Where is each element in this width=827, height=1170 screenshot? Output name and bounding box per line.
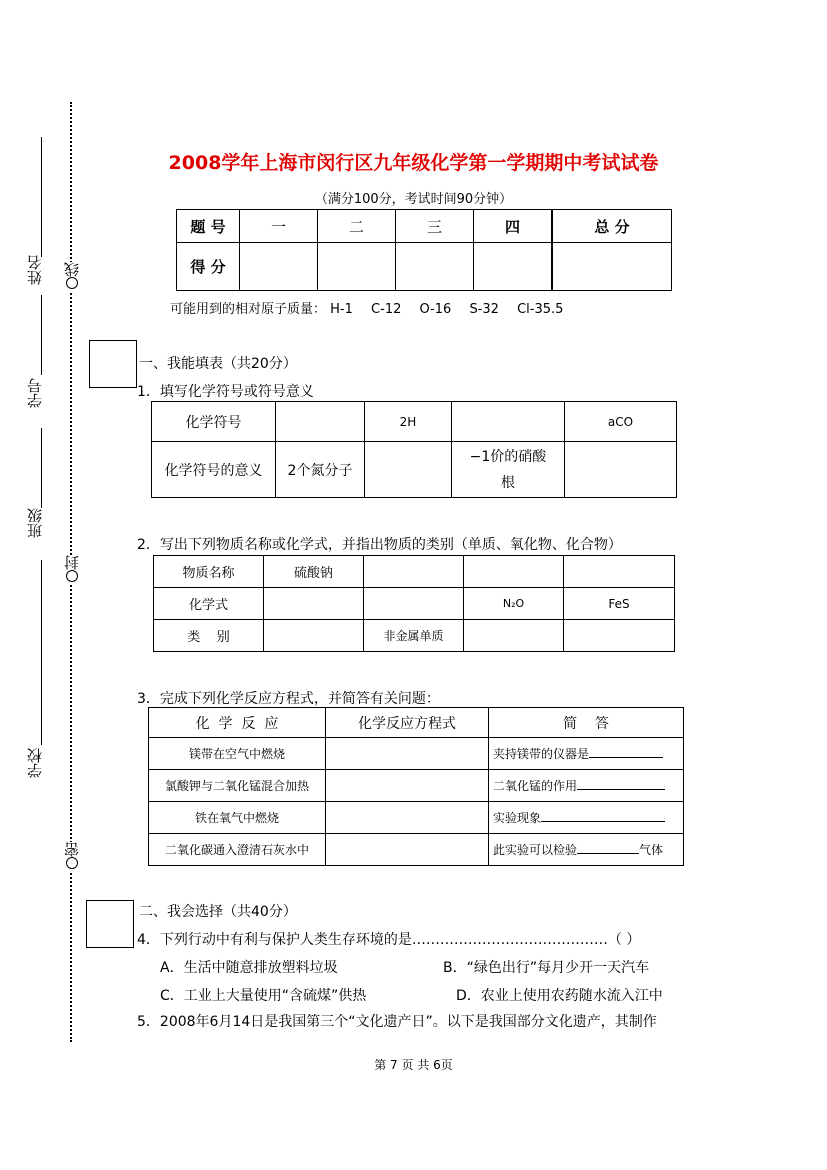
id-line bbox=[41, 295, 42, 375]
answer-blank[interactable] bbox=[577, 789, 665, 790]
q3-prompt: 3．完成下列化学反应方程式，并简答有关问题： bbox=[137, 691, 440, 707]
q3-header-cell: 简 答 bbox=[489, 708, 684, 738]
score-header-cell: 三 bbox=[396, 210, 474, 243]
score-table bbox=[176, 209, 672, 291]
q1-cell[interactable] bbox=[276, 402, 365, 442]
q4-option-d[interactable]: D．农业上使用农药随水流入江中 bbox=[456, 988, 663, 1004]
section2-title: 二、我会选择（共40分） bbox=[139, 904, 297, 920]
id-label: 学号 bbox=[26, 378, 44, 408]
q3-answer-cell[interactable] bbox=[489, 770, 684, 802]
answer-blank[interactable] bbox=[577, 853, 639, 854]
q3-header-cell: 化学反应方程式 bbox=[326, 708, 489, 738]
mass-item: O-16 bbox=[419, 302, 452, 317]
q3-answer-cell[interactable] bbox=[489, 802, 684, 834]
q2-cell: N₂O bbox=[464, 588, 564, 620]
q2-cell[interactable] bbox=[264, 588, 364, 620]
q1-cell: 化学符号 bbox=[152, 402, 276, 442]
mass-item: H-1 bbox=[330, 302, 353, 317]
seal-seal-text: 封 bbox=[63, 555, 81, 570]
q2-cell[interactable] bbox=[264, 620, 364, 652]
mass-item: Cl-35.5 bbox=[517, 302, 564, 317]
school-label: 学校 bbox=[26, 748, 44, 778]
q2-cell: 非金属单质 bbox=[364, 620, 464, 652]
score-header-cell: 二 bbox=[318, 210, 396, 243]
masses-label: 可能用到的相对原子质量： bbox=[170, 302, 327, 317]
atomic-masses bbox=[170, 298, 577, 317]
name-label: 姓名 bbox=[26, 255, 44, 285]
page-title: 2008学年上海市闵行区九年级化学第一学期期中考试试卷 bbox=[168, 152, 659, 174]
q3-answer-suffix: 气体 bbox=[639, 843, 664, 857]
class-line bbox=[41, 428, 42, 508]
q1-table bbox=[151, 401, 677, 498]
seal-line-text: 线 bbox=[63, 262, 81, 277]
section1-score-box[interactable] bbox=[89, 340, 137, 388]
q3-reaction-cell: 二氧化碳通入澄清石灰水中 bbox=[149, 834, 326, 866]
exam-subtitle: （满分100分，考试时间90分钟） bbox=[314, 192, 513, 207]
q4-option-a[interactable]: A．生活中随意排放塑料垃圾 bbox=[160, 960, 338, 976]
mass-item: S-32 bbox=[469, 302, 499, 317]
q1-cell: 2H bbox=[365, 402, 452, 442]
score-row-label: 得 分 bbox=[177, 243, 240, 291]
q4-prompt: 4．下列行动中有利与保护人类生存环境的是……………………………………（ ） bbox=[137, 932, 641, 948]
seal-line-mark bbox=[62, 262, 82, 291]
q3-answer-cell[interactable] bbox=[489, 738, 684, 770]
q3-answer-cell[interactable] bbox=[489, 834, 684, 866]
score-input-cell[interactable] bbox=[318, 243, 396, 291]
q3-answer-text: 此实验可以检验 bbox=[493, 843, 578, 857]
seal-seal-mark bbox=[62, 555, 82, 584]
q2-cell[interactable] bbox=[464, 556, 564, 588]
q2-cell: 化学式 bbox=[154, 588, 264, 620]
score-input-cell[interactable] bbox=[240, 243, 318, 291]
score-header-cell: 一 bbox=[240, 210, 318, 243]
q2-cell: 硫酸钠 bbox=[264, 556, 364, 588]
seal-secret-mark bbox=[62, 842, 82, 871]
q3-equation-cell[interactable] bbox=[326, 802, 489, 834]
mass-item: C-12 bbox=[371, 302, 402, 317]
score-input-cell[interactable] bbox=[396, 243, 474, 291]
q3-equation-cell[interactable] bbox=[326, 834, 489, 866]
q2-cell: 类 别 bbox=[154, 620, 264, 652]
q1-cell: 2个氮分子 bbox=[276, 442, 365, 498]
seal-secret-text: 密 bbox=[63, 842, 81, 857]
q2-cell: FeS bbox=[564, 588, 675, 620]
q4-option-b[interactable]: B．“绿色出行”每月少开一天汽车 bbox=[443, 960, 650, 976]
q3-reaction-cell: 氯酸钾与二氧化锰混合加热 bbox=[149, 770, 326, 802]
q3-header-cell: 化 学 反 应 bbox=[149, 708, 326, 738]
class-label: 班级 bbox=[26, 508, 44, 538]
q2-cell[interactable] bbox=[564, 620, 675, 652]
score-header-cell: 四 bbox=[474, 210, 553, 243]
q2-cell[interactable] bbox=[564, 556, 675, 588]
q4-option-c[interactable]: C．工业上大量使用“含硫煤”供热 bbox=[160, 988, 367, 1004]
q1-cell: aCO bbox=[565, 402, 677, 442]
q3-table bbox=[148, 707, 684, 866]
score-header-cell: 总 分 bbox=[552, 210, 672, 243]
answer-blank[interactable] bbox=[589, 757, 663, 758]
score-input-cell[interactable] bbox=[552, 243, 672, 291]
q3-reaction-cell: 镁带在空气中燃烧 bbox=[149, 738, 326, 770]
q3-answer-text: 夹持镁带的仪器是 bbox=[493, 747, 590, 761]
q1-cell: 化学符号的意义 bbox=[152, 442, 276, 498]
page-footer: 第 7 页 共 6页 bbox=[374, 1058, 453, 1072]
score-input-cell[interactable] bbox=[474, 243, 553, 291]
answer-blank[interactable] bbox=[541, 821, 665, 822]
score-header-cell: 题 号 bbox=[177, 210, 240, 243]
section2-score-box[interactable] bbox=[86, 900, 134, 948]
q1-cell: −1价的硝酸根 bbox=[452, 442, 565, 498]
q2-prompt: 2．写出下列物质名称或化学式，并指出物质的类别（单质、氧化物、化合物） bbox=[137, 537, 622, 553]
q5-prompt: 5．2008年6月14日是我国第三个“文化遗产日”。以下是我国部分文化遗产，其制作 bbox=[137, 1014, 657, 1030]
q2-table bbox=[153, 555, 675, 652]
seal-circle-icon bbox=[66, 277, 78, 289]
school-line bbox=[41, 560, 42, 745]
q2-cell[interactable] bbox=[364, 556, 464, 588]
q3-equation-cell[interactable] bbox=[326, 738, 489, 770]
q3-answer-text: 二氧化锰的作用 bbox=[493, 779, 578, 793]
section1-title: 一、我能填表（共20分） bbox=[139, 356, 297, 372]
seal-circle-icon bbox=[66, 857, 78, 869]
q2-cell[interactable] bbox=[464, 620, 564, 652]
q1-cell[interactable] bbox=[365, 442, 452, 498]
q3-reaction-cell: 铁在氧气中燃烧 bbox=[149, 802, 326, 834]
q1-prompt: 1．填写化学符号或符号意义 bbox=[137, 384, 314, 400]
q2-cell[interactable] bbox=[364, 588, 464, 620]
q1-cell[interactable] bbox=[565, 442, 677, 498]
seal-circle-icon bbox=[66, 570, 78, 582]
q2-cell: 物质名称 bbox=[154, 556, 264, 588]
q3-equation-cell[interactable] bbox=[326, 770, 489, 802]
q3-answer-text: 实验现象 bbox=[493, 811, 542, 825]
q1-cell[interactable] bbox=[452, 402, 565, 442]
